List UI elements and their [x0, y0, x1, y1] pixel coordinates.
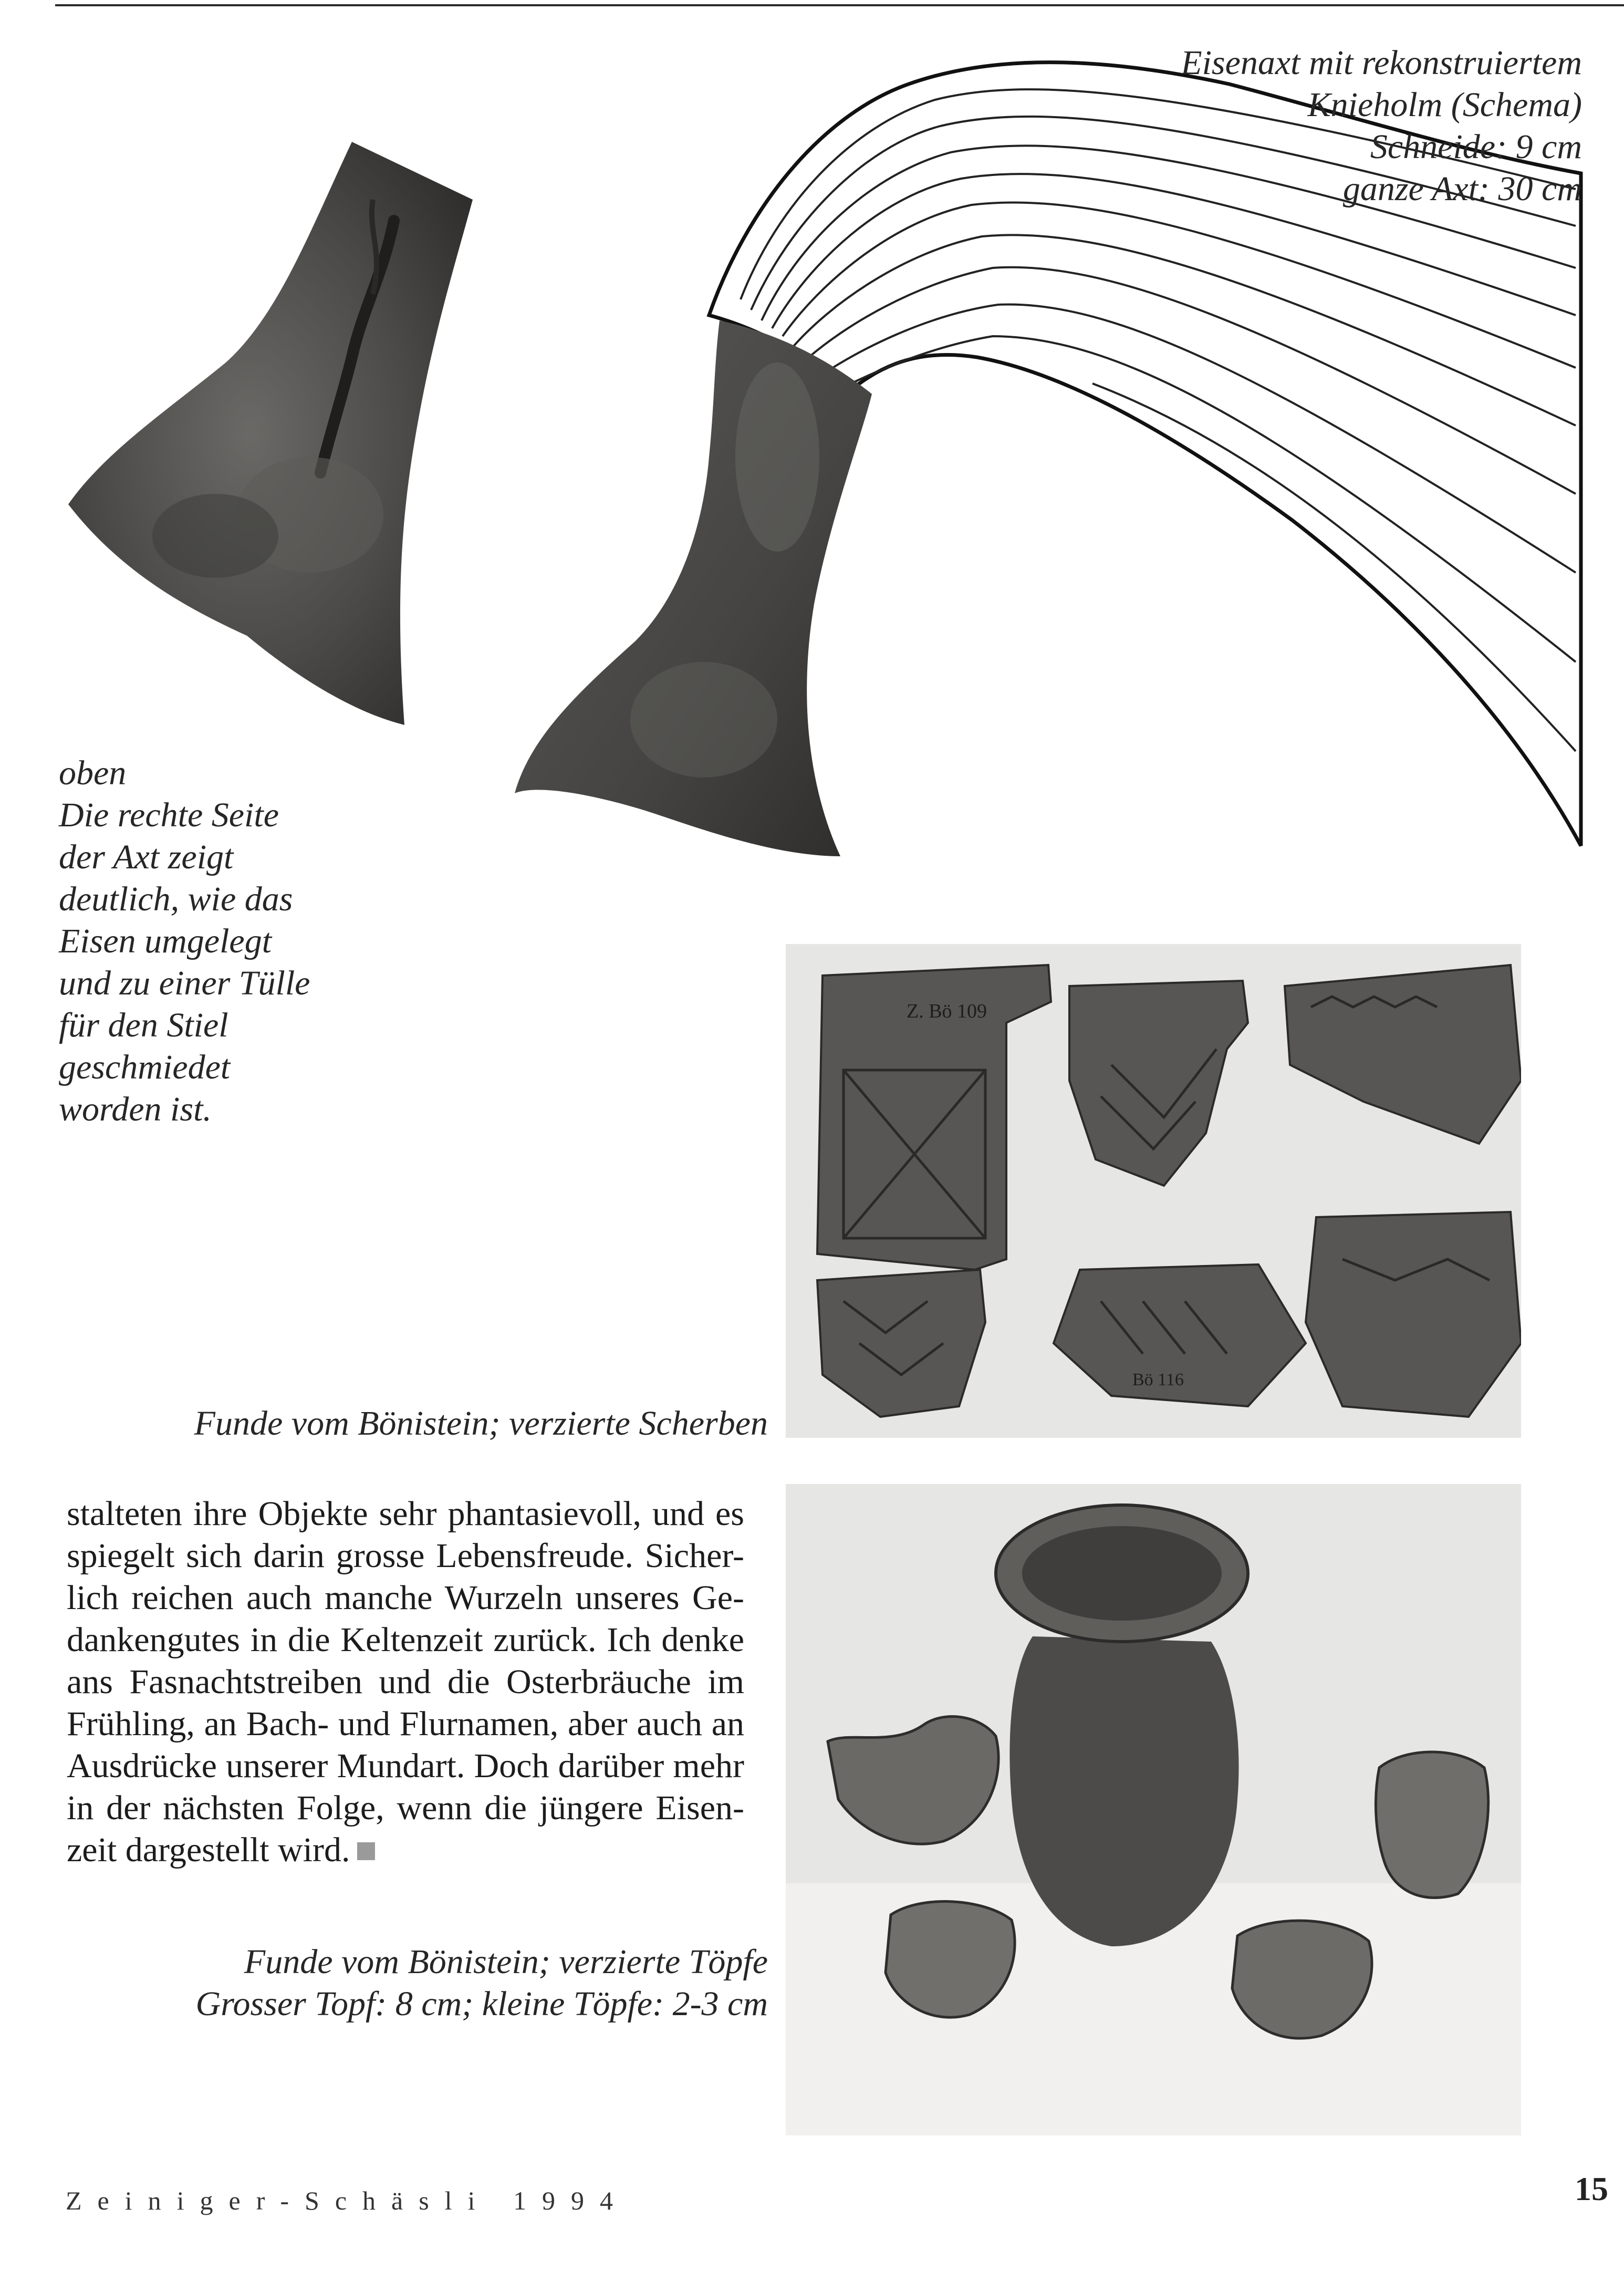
axe-note-caption: [59, 752, 374, 1130]
footer-publication: Zeiniger-Schäsli 1994: [66, 2186, 629, 2215]
caption-line: deutlich, wie das: [59, 880, 293, 918]
body-paragraph: [67, 1493, 744, 1871]
caption-line: Eisen umgelegt: [59, 922, 272, 960]
pots-photo: [786, 1484, 1521, 2135]
sherd-number-label: Z. Bö 109: [907, 1000, 987, 1022]
caption-line: Funde vom Bönistein; verzierte Scherben: [194, 1404, 768, 1443]
sherd-piece: [1285, 965, 1521, 1144]
body-line: lich reichen auch manche Wurzeln unseres Ge-: [67, 1579, 744, 1617]
end-mark-square: [357, 1842, 375, 1860]
caption-line: oben: [59, 754, 127, 792]
caption-line: Eisenaxt mit rekonstruiertem: [1181, 44, 1582, 82]
pots-caption: [85, 1941, 768, 2025]
caption-line: worden ist.: [59, 1090, 212, 1128]
caption-line: Grosser Topf: 8 cm; kleine Töpfe: 2-3 cm: [195, 1985, 768, 2023]
body-line: spiegelt sich darin grosse Lebensfreude. Sicher-: [67, 1537, 744, 1575]
sherd-piece: [1069, 981, 1248, 1186]
body-line: ans Fasnachtstreiben und die Osterbräuche im: [67, 1663, 744, 1701]
body-line: [67, 1829, 744, 1871]
small-pot: [828, 1717, 998, 1844]
caption-line: der Axt zeigt: [59, 838, 234, 876]
body-line: in der nächsten Folge, wenn die jüngere Eisen-: [67, 1789, 744, 1827]
body-line: dankengutes in die Keltenzeit zurück. Ich denke: [67, 1621, 744, 1659]
caption-line: geschmiedet: [59, 1048, 231, 1086]
sherd-piece: [1306, 1212, 1521, 1417]
caption-line: Die rechte Seite: [59, 796, 279, 834]
small-pot: [1376, 1752, 1488, 1898]
caption-line: für den Stiel: [59, 1006, 228, 1044]
body-line: stalteten ihre Objekte sehr phantasievoll, und es: [67, 1495, 744, 1533]
page-number: 15: [1575, 2170, 1608, 2207]
large-pot: [996, 1505, 1248, 1946]
caption-line: Schneide: 9 cm: [1370, 128, 1582, 166]
sherd-number-label: Bö 116: [1132, 1370, 1184, 1389]
body-line: Frühling, an Bach- und Flurnamen, aber auch an: [67, 1705, 744, 1743]
body-line: Ausdrücke unserer Mundart. Doch darüber mehr: [67, 1747, 744, 1785]
sherds-photo: [786, 944, 1521, 1438]
body-line-text: zeit dargestellt wird.: [67, 1831, 350, 1869]
sherds-caption: [190, 1403, 768, 1445]
top-rule: [55, 4, 1624, 6]
sherd-piece: [817, 1270, 985, 1417]
caption-line: und zu einer Tülle: [59, 964, 310, 1002]
caption-line: Knieholm (Schema): [1307, 86, 1582, 124]
caption-line: ganze Axt: 30 cm: [1342, 170, 1582, 208]
axe-schema-caption: [1004, 42, 1582, 210]
caption-line: Funde vom Bönistein; verzierte Töpfe: [244, 1943, 768, 1981]
